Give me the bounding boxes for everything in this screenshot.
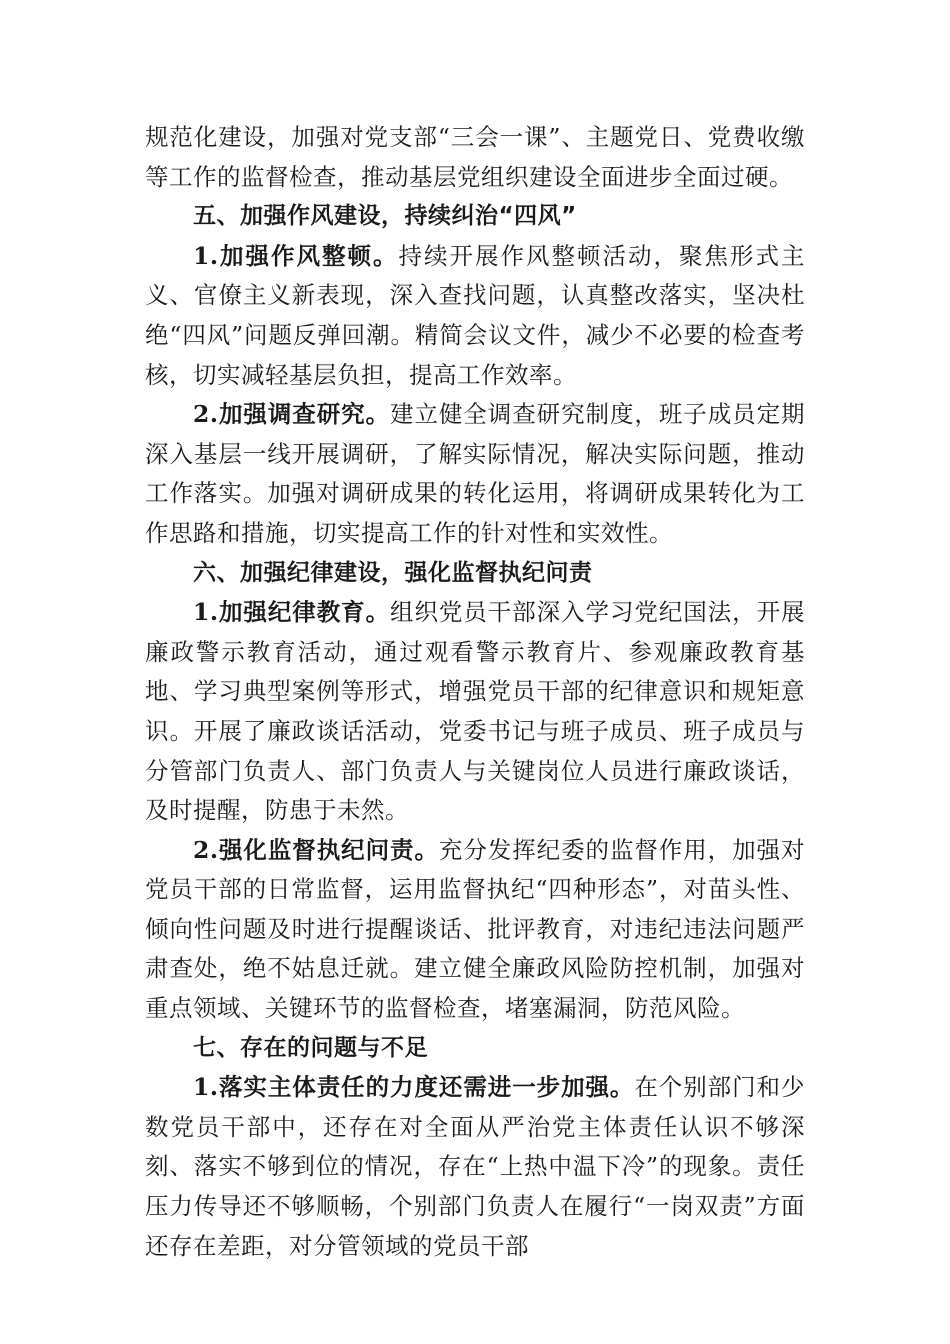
section-heading-five: 五、加强作风建设，持续纠治“四风” xyxy=(193,203,577,230)
item-body: 组织党员干部深入学习党纪国法，开展廉政警示教育活动，通过观看警示教育片、参观廉政教育基地、学习典型案例等形式，增强党员干部的纪律意识和规矩意识。开展了廉政谈话活动，党委书记与班子成员、班子成员与分管部门负责人、部门负责人与关键岗位人员进行廉政谈话，及时提醒，防患于未然。 xyxy=(145,598,805,825)
document-page xyxy=(145,118,805,1266)
intro-paragraph: 规范化建设，加强对党支部“三会一课”、主题党日、党费收缴等工作的监督检查，推动基层党组织建设全面进步全面过硬。 xyxy=(145,123,805,191)
section-six-item-1 xyxy=(145,593,805,831)
section-heading-six: 六、加强纪律建设，强化监督执纪问责 xyxy=(193,559,593,586)
item-lead: 2.强化监督执纪问责。 xyxy=(193,835,439,864)
item-body: 建立健全调查研究制度，班子成员定期深入基层一线开展调研，了解实际情况，解决实际问题，推动工作落实。加强对调研成果的转化运用，将调研成果转化为工作思路和措施，切实提高工作的针对性和实效性。 xyxy=(145,400,805,547)
item-lead: 2.加强调查研究。 xyxy=(193,400,391,429)
item-body: 持续开展作风整顿活动，聚焦形式主义、官僚主义新表现，深入查找问题，认真整改落实，坚决杜绝“四风”问题反弹回潮。精简会议文件，减少不必要的检查考核，切实减轻基层负担，提高工作效率。 xyxy=(145,241,806,389)
section-heading-seven: 七、存在的问题与不足 xyxy=(193,1034,428,1061)
section-seven-item-1 xyxy=(145,1068,805,1266)
item-lead: 1.加强纪律教育。 xyxy=(193,598,391,627)
item-lead: 1.落实主体责任的力度还需进一步加强。 xyxy=(193,1073,635,1102)
section-five-item-2 xyxy=(145,395,805,553)
section-five-item-1 xyxy=(145,237,805,395)
item-body: 在个别部门和少数党员干部中，还存在对全面从严治党主体责任认识不够深刻、落实不够到位的情况，存在“上热中温下冷”的现象。责任压力传导还不够顺畅，个别部门负责人在履行“一岗双责”方面还存在差距，对分管领域的党员干部 xyxy=(145,1073,805,1260)
item-body: 充分发挥纪委的监督作用，加强对党员干部的日常监督，运用监督执纪“四种形态”，对苗头性、倾向性问题及时进行提醒谈话、批评教育，对违纪违法问题严肃查处，绝不姑息迁就。建立健全廉政风险防控机制，加强对重点领域、关键环节的监督检查，堵塞漏洞，防范风险。 xyxy=(145,835,805,1023)
section-six-item-2 xyxy=(145,831,805,1029)
item-lead: 1.加强作风整顿。 xyxy=(193,241,399,270)
